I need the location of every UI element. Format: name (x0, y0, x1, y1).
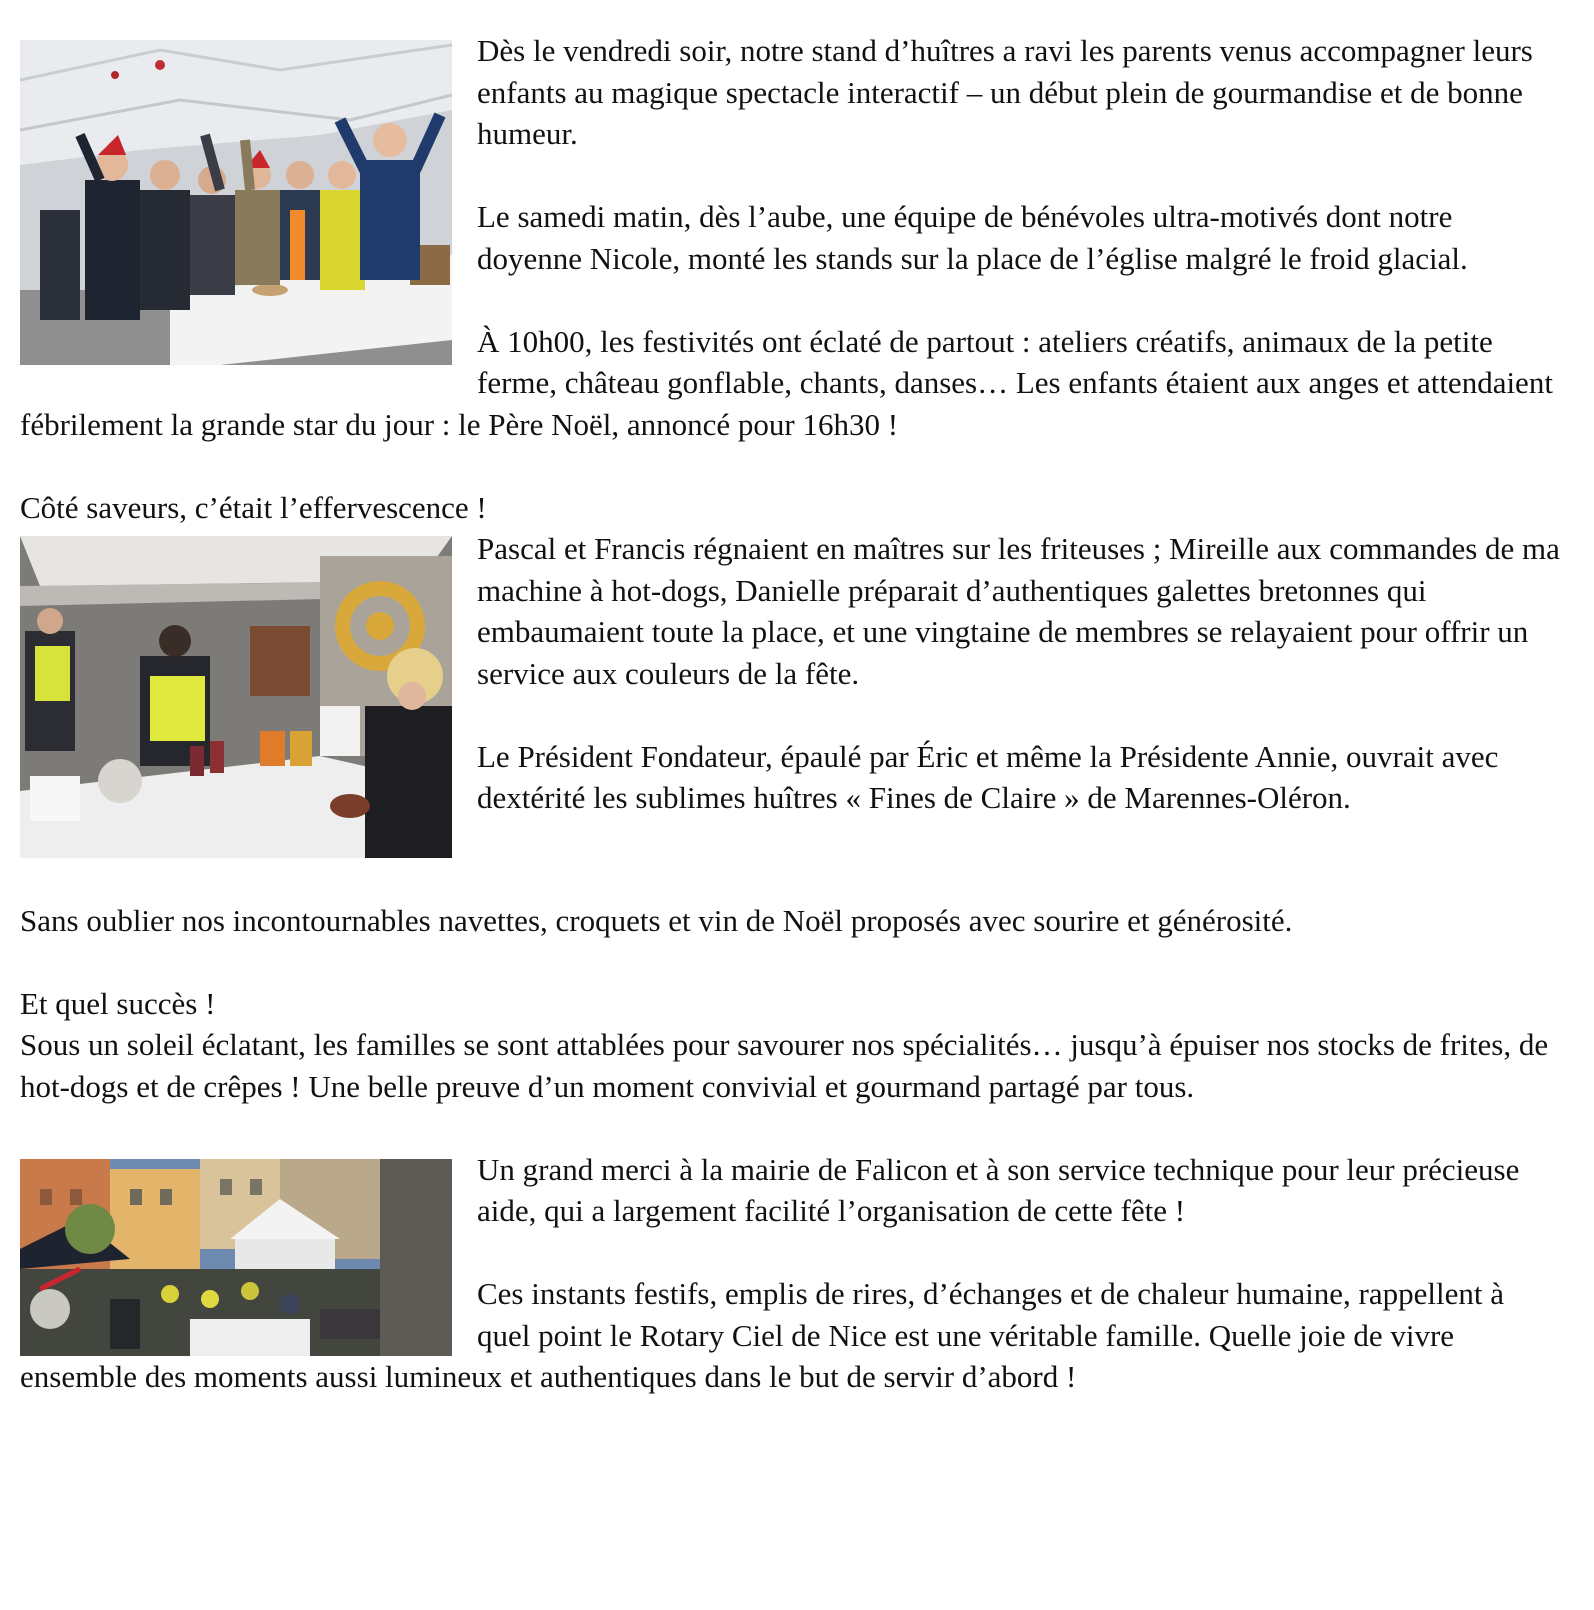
photo-village-square (20, 1159, 452, 1356)
paragraph-cooks (20, 528, 1565, 694)
thanks-text: Un grand merci à la mairie de Falicon et à son service technique pour leur précieuse aide, qui a largement facilité l’organisation de cette fête ! (477, 1151, 1520, 1228)
volunteers-tent-picture (20, 40, 452, 365)
paragraph-flavors: Côté saveurs, c’était l’effervescence ! (20, 489, 487, 525)
cooks-text: Pascal et Francis régnaient en maîtres sur les friteuses ; Mireille aux commandes de ma machine à hot-dogs, Danielle préparait d’authentiques galettes bretonnes qui embaumaient toute la place, et une vingtaine de membres se relayaient pour offrir un service aux couleurs de la fête. (477, 531, 1560, 691)
paragraph-thanks (20, 1149, 1545, 1232)
photo-volunteers-tent (20, 40, 452, 365)
paragraph-intro (20, 30, 1545, 155)
paragraph-sun: Sous un soleil éclatant, les familles se sont attablées pour savourer nos spécialités… jusqu’à épuiser nos stocks de frites, de hot-dogs et de crêpes ! Une belle preuve d’un moment convivial et gourmand partagé par tous. (20, 1027, 1549, 1104)
paragraph-saturday: Le samedi matin, dès l’aube, une équipe de bénévoles ultra-motivés dont notre doyenne Nicole, monté les stands sur la place de l’église malgré le froid glacial. (477, 199, 1468, 276)
paragraph-navettes: Sans oublier nos incontournables navettes, croquets et vin de Noël proposés avec sourire et générosité. (20, 902, 1293, 938)
article-body (20, 30, 1565, 1398)
intro-text: Dès le vendredi soir, notre stand d’huîtres a ravi les parents venus accompagner leurs enfants au magique spectacle interactif – un début plein de gourmandise et de bonne humeur. (477, 33, 1533, 151)
photo-food-stand (20, 536, 452, 858)
village-square-picture (20, 1159, 452, 1356)
paragraph-success: Et quel succès ! (20, 985, 216, 1021)
paragraph-oysters: Le Président Fondateur, épaulé par Éric et même la Présidente Annie, ouvrait avec dextérité les sublimes huîtres « Fines de Claire » de Marennes-Oléron. (477, 738, 1499, 815)
food-stand-picture (20, 536, 452, 858)
paragraph-closing: Ces instants festifs, emplis de rires, d’échanges et de chaleur humaine, rappellent à quel point le Rotary Ciel de Nice est une véritable famille. Quelle joie de vivre ensemble des moments aussi lumineux et authentiques dans le but de servir d’abord ! (20, 1276, 1504, 1394)
paragraph-festivities: À 10h00, les festivités ont éclaté de partout : ateliers créatifs, animaux de la petite ferme, château gonflable, chants, danses… Les enfants étaient aux anges et attendaient fébrilement la grande star du jour : le Père Noël, annoncé pour 16h30 ! (20, 323, 1553, 442)
